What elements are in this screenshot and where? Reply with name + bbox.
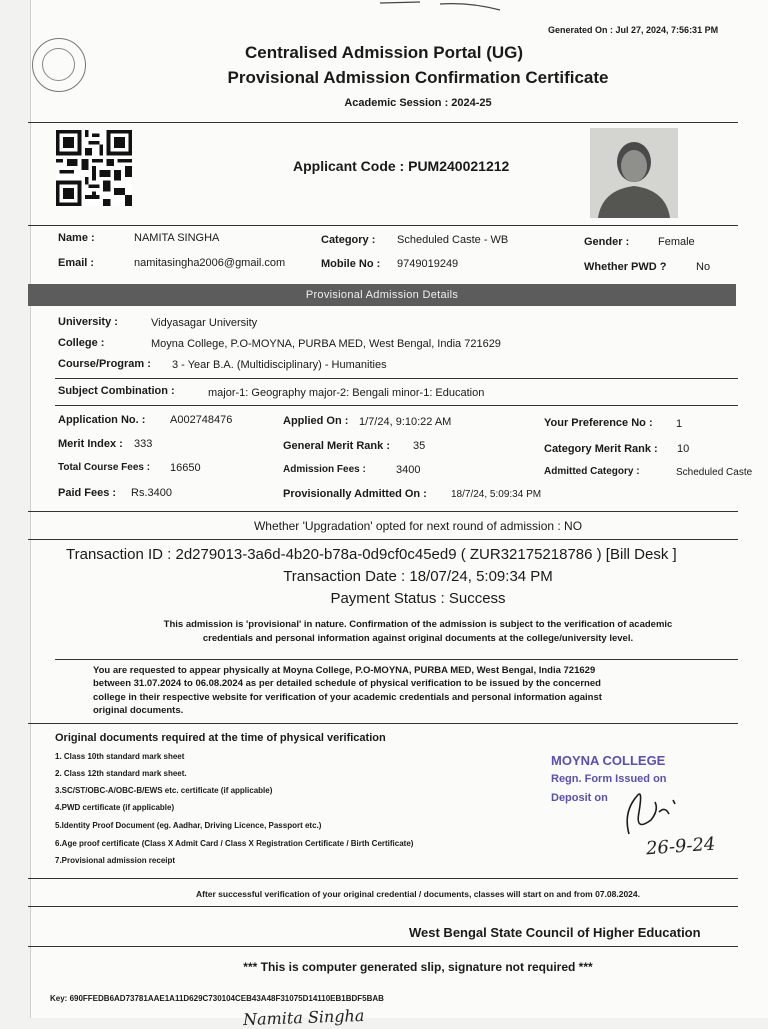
- scan-marks: [380, 0, 520, 14]
- applicant-signature: Namita Singha: [242, 1005, 365, 1029]
- certificate-title: Provisional Admission Confirmation Certificate: [227, 68, 609, 87]
- pwd-value: No: [696, 261, 711, 273]
- upgradation-status: Whether 'Upgradation' opted for next round of admission : NO: [253, 519, 583, 533]
- notice-appearance-line: between 31.07.2024 to 06.08.2024 as per detailed schedule of physical verification to be issued by the concerned: [93, 678, 601, 689]
- college-label: College :: [58, 337, 105, 349]
- document-item: 1. Class 10th standard mark sheet: [55, 752, 185, 761]
- document-item: 3.SC/ST/OBC-A/OBC-B/EWS etc. certificate (if applicable): [55, 786, 273, 795]
- general-rank-value: 35: [413, 440, 426, 452]
- generated-on: Generated On : Jul 27, 2024, 7:56:31 PM: [548, 25, 719, 35]
- email-value: namitasingha2006@gmail.com: [134, 257, 286, 269]
- notice-appearance-line: You are requested to appear physically at Moyna College, P.O-MOYNA, PURBA MED, West Bengal, India 721629: [93, 665, 596, 676]
- admitted-category-value: Scheduled Caste: [676, 467, 753, 478]
- handwritten-date: 26-9-24: [645, 833, 717, 860]
- document-item: 5.Identity Proof Document (eg. Aadhar, Driving Licence, Passport etc.): [55, 821, 322, 830]
- provisionally-admitted-label: Provisionally Admitted On :: [283, 488, 427, 500]
- mobile-value: 9749019249: [397, 258, 459, 270]
- university-label: University :: [58, 316, 118, 328]
- divider: [28, 723, 738, 724]
- computer-generated-note: *** This is computer generated slip, signature not required ***: [243, 960, 593, 974]
- section-header: Provisional Admission Details: [28, 284, 736, 306]
- college-stamp-line: Regn. Form Issued on: [551, 773, 667, 785]
- applicant-photo: [590, 128, 678, 218]
- divider: [55, 659, 738, 660]
- total-fees-value: 16650: [170, 462, 201, 474]
- divider: [28, 946, 738, 947]
- paid-fees-value: Rs.3400: [131, 487, 172, 499]
- category-rank-label: Category Merit Rank :: [544, 443, 658, 455]
- admission-fees-value: 3400: [396, 464, 421, 476]
- university-value: Vidyasagar University: [151, 317, 258, 329]
- merit-index-label: Merit Index :: [58, 438, 123, 450]
- document-item: 6.Age proof certificate (Class X Admit Card / Class X Registration Certificate / Birth Certificate): [55, 839, 414, 848]
- category-rank-value: 10: [677, 443, 690, 455]
- documents-heading: Original documents required at the time of physical verification: [55, 732, 386, 744]
- subject-value: major-1: Geography major-2: Bengali minor-1: Education: [208, 387, 485, 399]
- notice-provisional-line: credentials and personal information against original documents at the college/university level.: [202, 633, 634, 644]
- mobile-label: Mobile No :: [321, 258, 381, 270]
- application-no-label: Application No. :: [58, 414, 146, 426]
- divider: [28, 906, 738, 907]
- college-stamp-title: MOYNA COLLEGE: [551, 753, 666, 768]
- pwd-label: Whether PWD ?: [584, 261, 667, 273]
- general-rank-label: General Merit Rank :: [283, 440, 390, 452]
- provisionally-admitted-value: 18/7/24, 5:09:34 PM: [451, 489, 542, 500]
- council-name: West Bengal State Council of Higher Education: [409, 925, 701, 940]
- notice-provisional-line: This admission is 'provisional' in nature. Confirmation of the admission is subject to the verification of academic: [163, 619, 673, 630]
- transaction-id: Transaction ID : 2d279013-3a6d-4b20-b78a-0d9cf0c45ed9 ( ZUR32175218786 ) [Bill Desk ]: [66, 546, 677, 563]
- gender-label: Gender :: [584, 236, 630, 248]
- course-label: Course/Program :: [58, 358, 151, 370]
- applied-on-value: 1/7/24, 9:10:22 AM: [359, 416, 452, 428]
- admitted-category-label: Admitted Category :: [544, 466, 640, 477]
- category-label: Category :: [321, 234, 376, 246]
- admission-fees-label: Admission Fees :: [283, 464, 366, 475]
- applicant-code: Applicant Code : PUM240021212: [293, 158, 510, 174]
- college-value: Moyna College, P.O-MOYNA, PURBA MED, West Bengal, India 721629: [151, 338, 501, 350]
- classes-start-notice: After successful verification of your original credential / documents, classes will start on and from 07.08.2024.: [195, 889, 641, 899]
- divider: [55, 378, 738, 379]
- divider: [28, 225, 738, 226]
- notice-appearance-line: original documents.: [93, 705, 184, 716]
- preference-label: Your Preference No :: [544, 417, 653, 429]
- paid-fees-label: Paid Fees :: [58, 487, 117, 499]
- course-value: 3 - Year B.A. (Multidisciplinary) - Humanities: [172, 359, 387, 371]
- initials-signature: [615, 782, 695, 842]
- qr-code-icon: [56, 130, 132, 206]
- academic-session: Academic Session : 2024-25: [344, 97, 492, 109]
- applied-on-label: Applied On :: [283, 415, 349, 427]
- divider: [28, 122, 738, 123]
- college-stamp-line: Deposit on: [551, 792, 608, 804]
- notice-appearance-line: college in their respective website for verification of your academic credentials and personal information against: [93, 692, 602, 703]
- gender-value: Female: [658, 236, 695, 248]
- application-no-value: A002748476: [170, 414, 233, 426]
- document-item: 4.PWD certificate (if applicable): [55, 803, 175, 812]
- payment-status: Payment Status : Success: [330, 590, 506, 607]
- email-label: Email :: [58, 257, 95, 269]
- category-value: Scheduled Caste - WB: [397, 234, 509, 246]
- divider: [28, 511, 738, 512]
- name-label: Name :: [58, 232, 95, 244]
- portal-title: Centralised Admission Portal (UG): [244, 43, 524, 62]
- divider: [28, 539, 738, 540]
- document-item: 7.Provisional admission receipt: [55, 856, 176, 865]
- verification-key: Key: 690FFEDB6AD73781AAE1A11D629C730104CEB43A48F31075D14110EB1BDF5BAB: [50, 994, 384, 1003]
- transaction-date: Transaction Date : 18/07/24, 5:09:34 PM: [283, 568, 553, 585]
- total-fees-label: Total Course Fees :: [58, 462, 151, 473]
- divider: [55, 405, 738, 406]
- merit-index-value: 333: [134, 438, 153, 450]
- name-value: NAMITA SINGHA: [134, 232, 220, 244]
- document-item: 2. Class 12th standard mark sheet.: [55, 769, 187, 778]
- preference-value: 1: [676, 418, 683, 430]
- subject-label: Subject Combination :: [58, 385, 175, 397]
- divider: [28, 878, 738, 879]
